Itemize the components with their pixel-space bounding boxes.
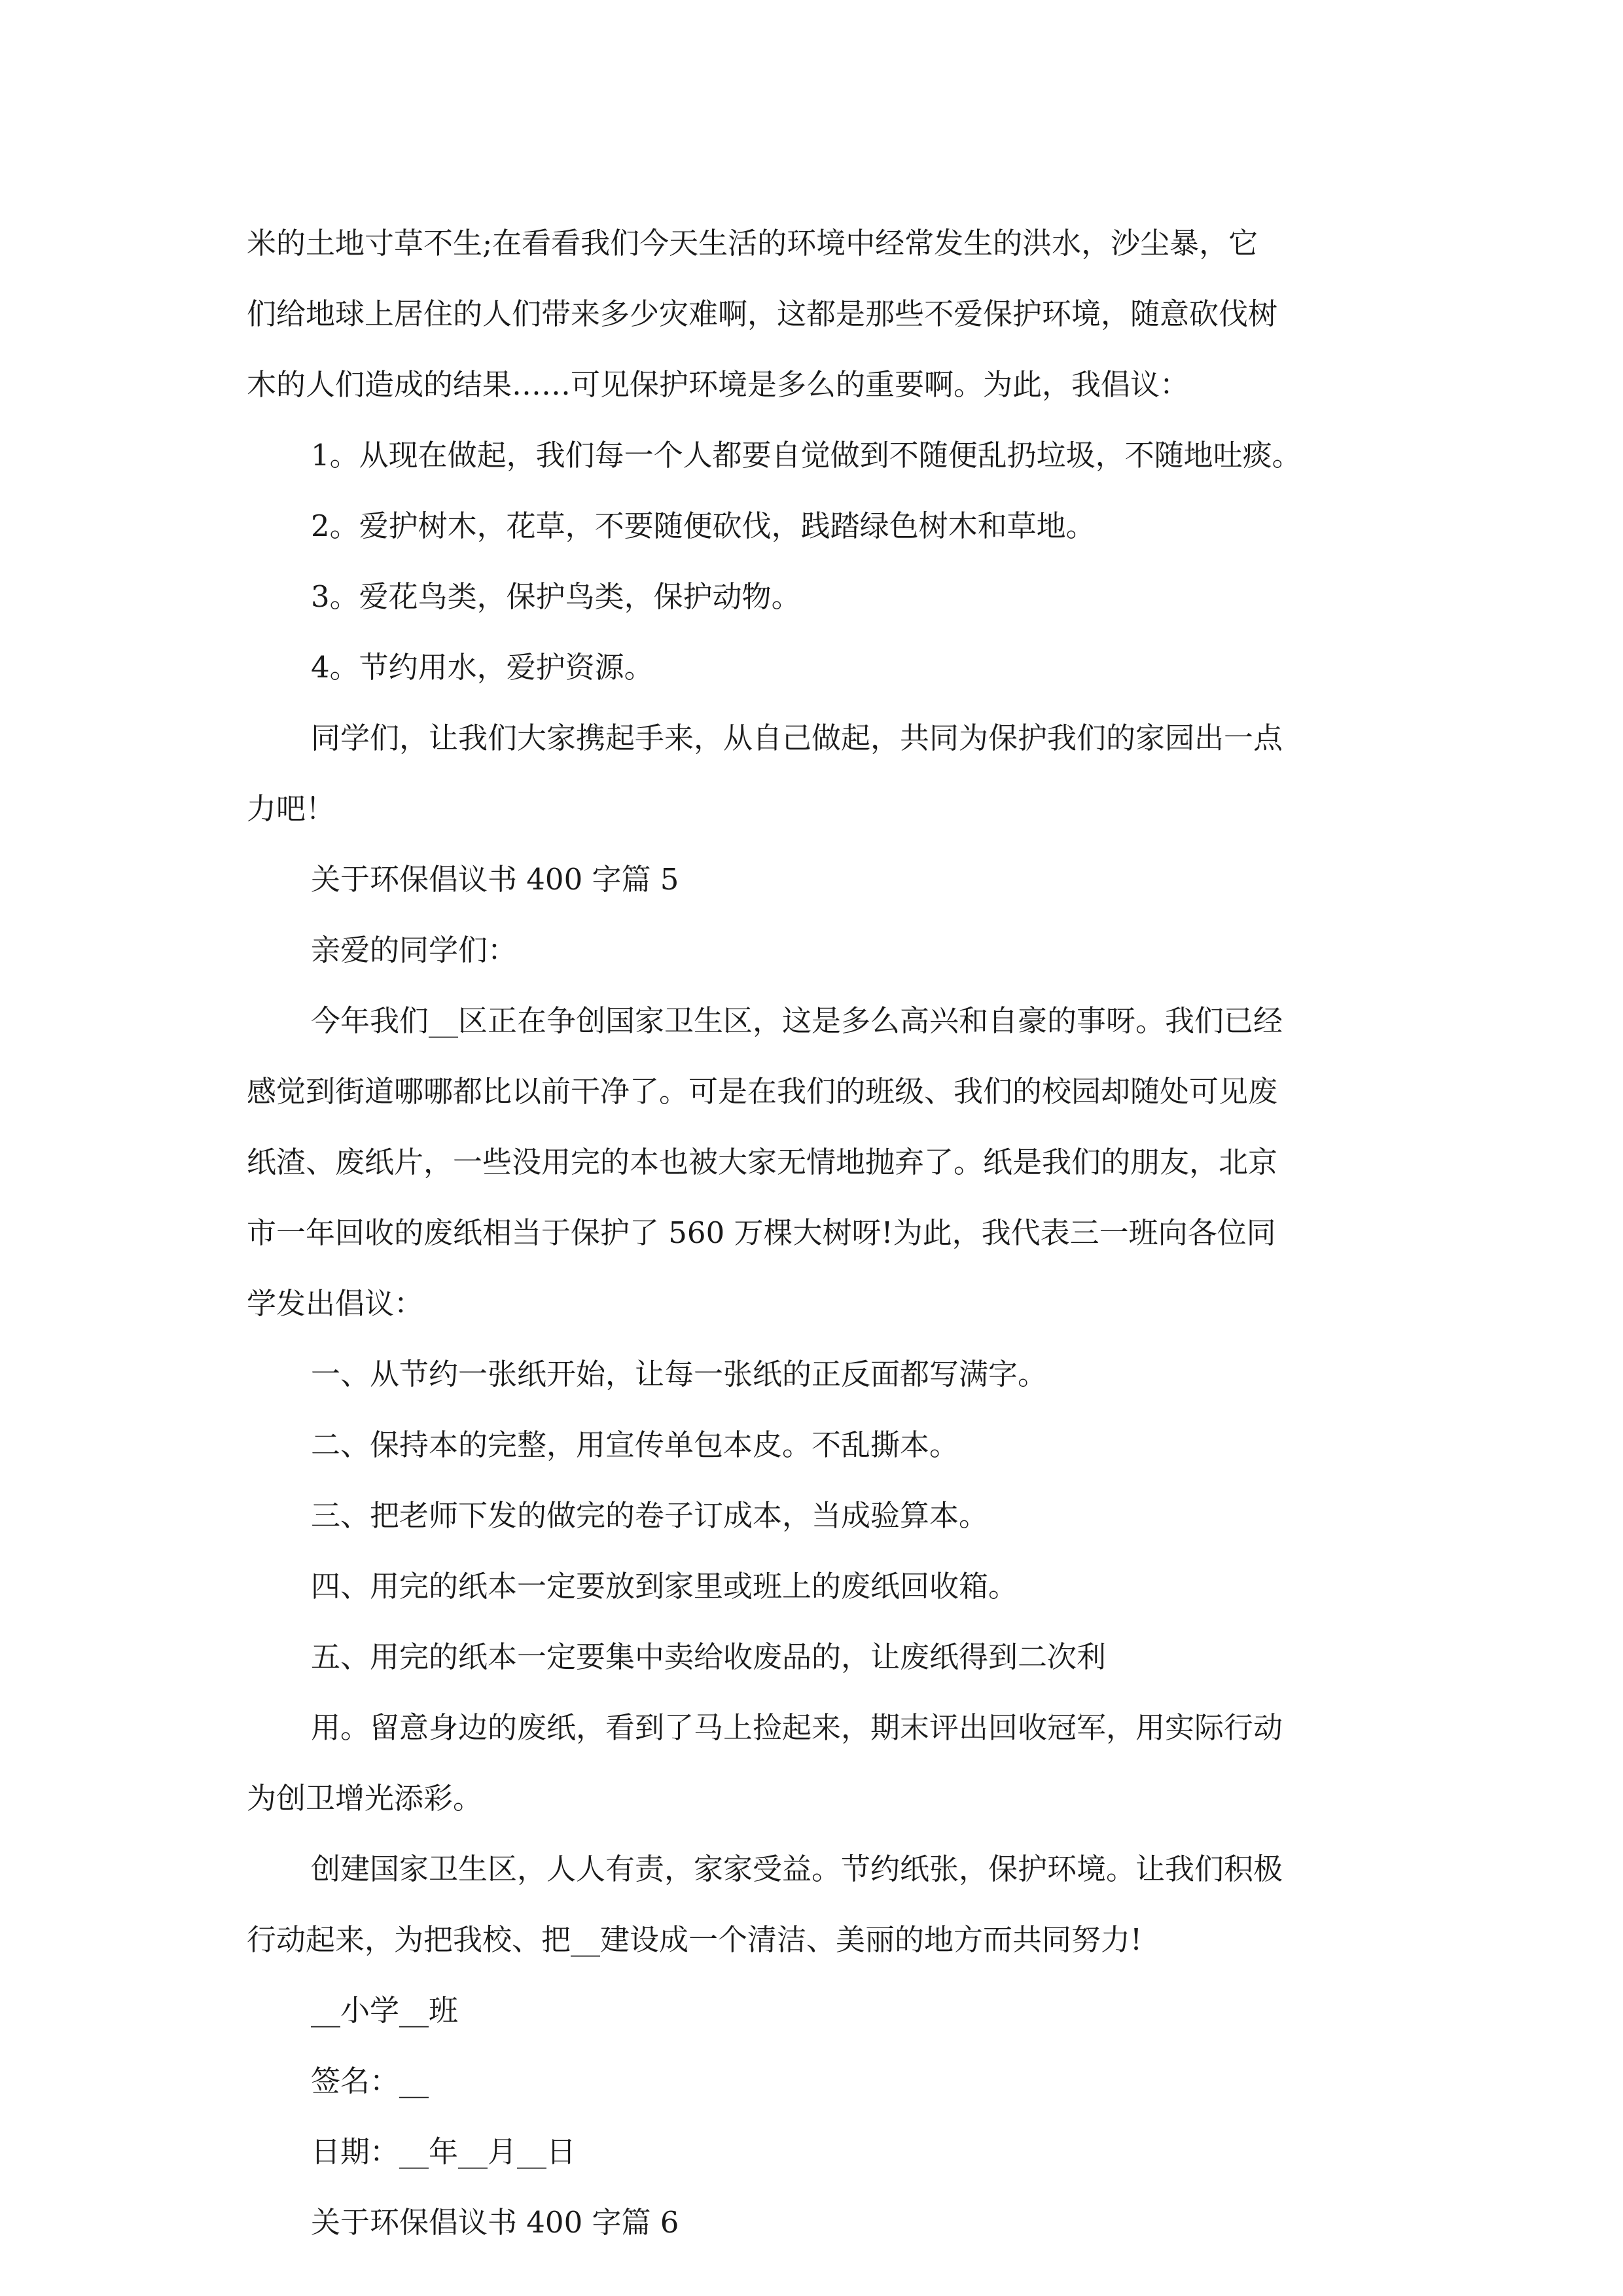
signature-class: __小学__班 — [311, 1993, 459, 2028]
text-line: 同学们，让我们大家携起手来，从自己做起，共同为保护我们的家园出一点 — [311, 721, 1283, 755]
list-item: 1。从现在做起，我们每一个人都要自觉做到不随便乱扔垃圾，不随地吐痰。 — [311, 438, 1302, 473]
section-title: 关于环保倡议书 400 字篇 6 — [311, 2205, 679, 2240]
text-line: 学发出倡议： — [247, 1286, 424, 1321]
list-item: 一、从节约一张纸开始，让每一张纸的正反面都写满字。 — [311, 1357, 1048, 1391]
text-line: 力吧！ — [247, 791, 336, 826]
salutation: 亲爱的同学们： — [311, 933, 518, 967]
list-item: 三、把老师下发的做完的卷子订成本，当成验算本。 — [311, 1498, 989, 1533]
document-body — [247, 208, 1399, 2258]
text-line: 米的土地寸草不生;在看看我们今天生活的环境中经常发生的洪水，沙尘暴，它 — [247, 226, 1258, 260]
list-item: 2。爱护树木，花草，不要随便砍伐，践踏绿色树木和草地。 — [311, 509, 1096, 543]
text-line: 纸渣、废纸片，一些没用完的本也被大家无情地抛弃了。纸是我们的朋友，北京 — [247, 1145, 1278, 1179]
text-line: 感觉到街道哪哪都比以前干净了。可是在我们的班级、我们的校园却随处可见废 — [247, 1074, 1278, 1109]
section-title: 关于环保倡议书 400 字篇 5 — [311, 862, 679, 897]
text-line: 用。留意身边的废纸，看到了马上捡起来，期末评出回收冠军，用实际行动 — [311, 1710, 1283, 1745]
text-line: 创建国家卫生区，人人有责，家家受益。节约纸张，保护环境。让我们积极 — [311, 1852, 1283, 1886]
list-item: 四、用完的纸本一定要放到家里或班上的废纸回收箱。 — [311, 1569, 1018, 1604]
list-item: 五、用完的纸本一定要集中卖给收废品的，让废纸得到二次利 — [311, 1640, 1107, 1674]
text-line: 市一年回收的废纸相当于保护了 560 万棵大树呀!为此，我代表三一班向各位同 — [247, 1215, 1276, 1250]
text-line: 今年我们__区正在争创国家卫生区，这是多么高兴和自豪的事呀。我们已经 — [311, 1003, 1283, 1038]
list-item: 二、保持本的完整，用宣传单包本皮。不乱撕本。 — [311, 1427, 959, 1462]
text-line: 为创卫增光添彩。 — [247, 1781, 483, 1816]
list-item: 3。爱花鸟类，保护鸟类，保护动物。 — [311, 579, 801, 614]
list-item: 4。节约用水，爱护资源。 — [311, 650, 654, 685]
signature-date: 日期：__年__月__日 — [311, 2134, 577, 2169]
text-line: 行动起来，为把我校、把__建设成一个清洁、美丽的地方而共同努力! — [247, 1922, 1143, 1957]
text-line: 木的人们造成的结果……可见保护环境是多么的重要啊。为此，我倡议： — [247, 367, 1190, 402]
signature-name: 签名：__ — [311, 2064, 429, 2098]
text-line: 们给地球上居住的人们带来多少灾难啊，这都是那些不爱保护环境，随意砍伐树 — [247, 296, 1278, 331]
